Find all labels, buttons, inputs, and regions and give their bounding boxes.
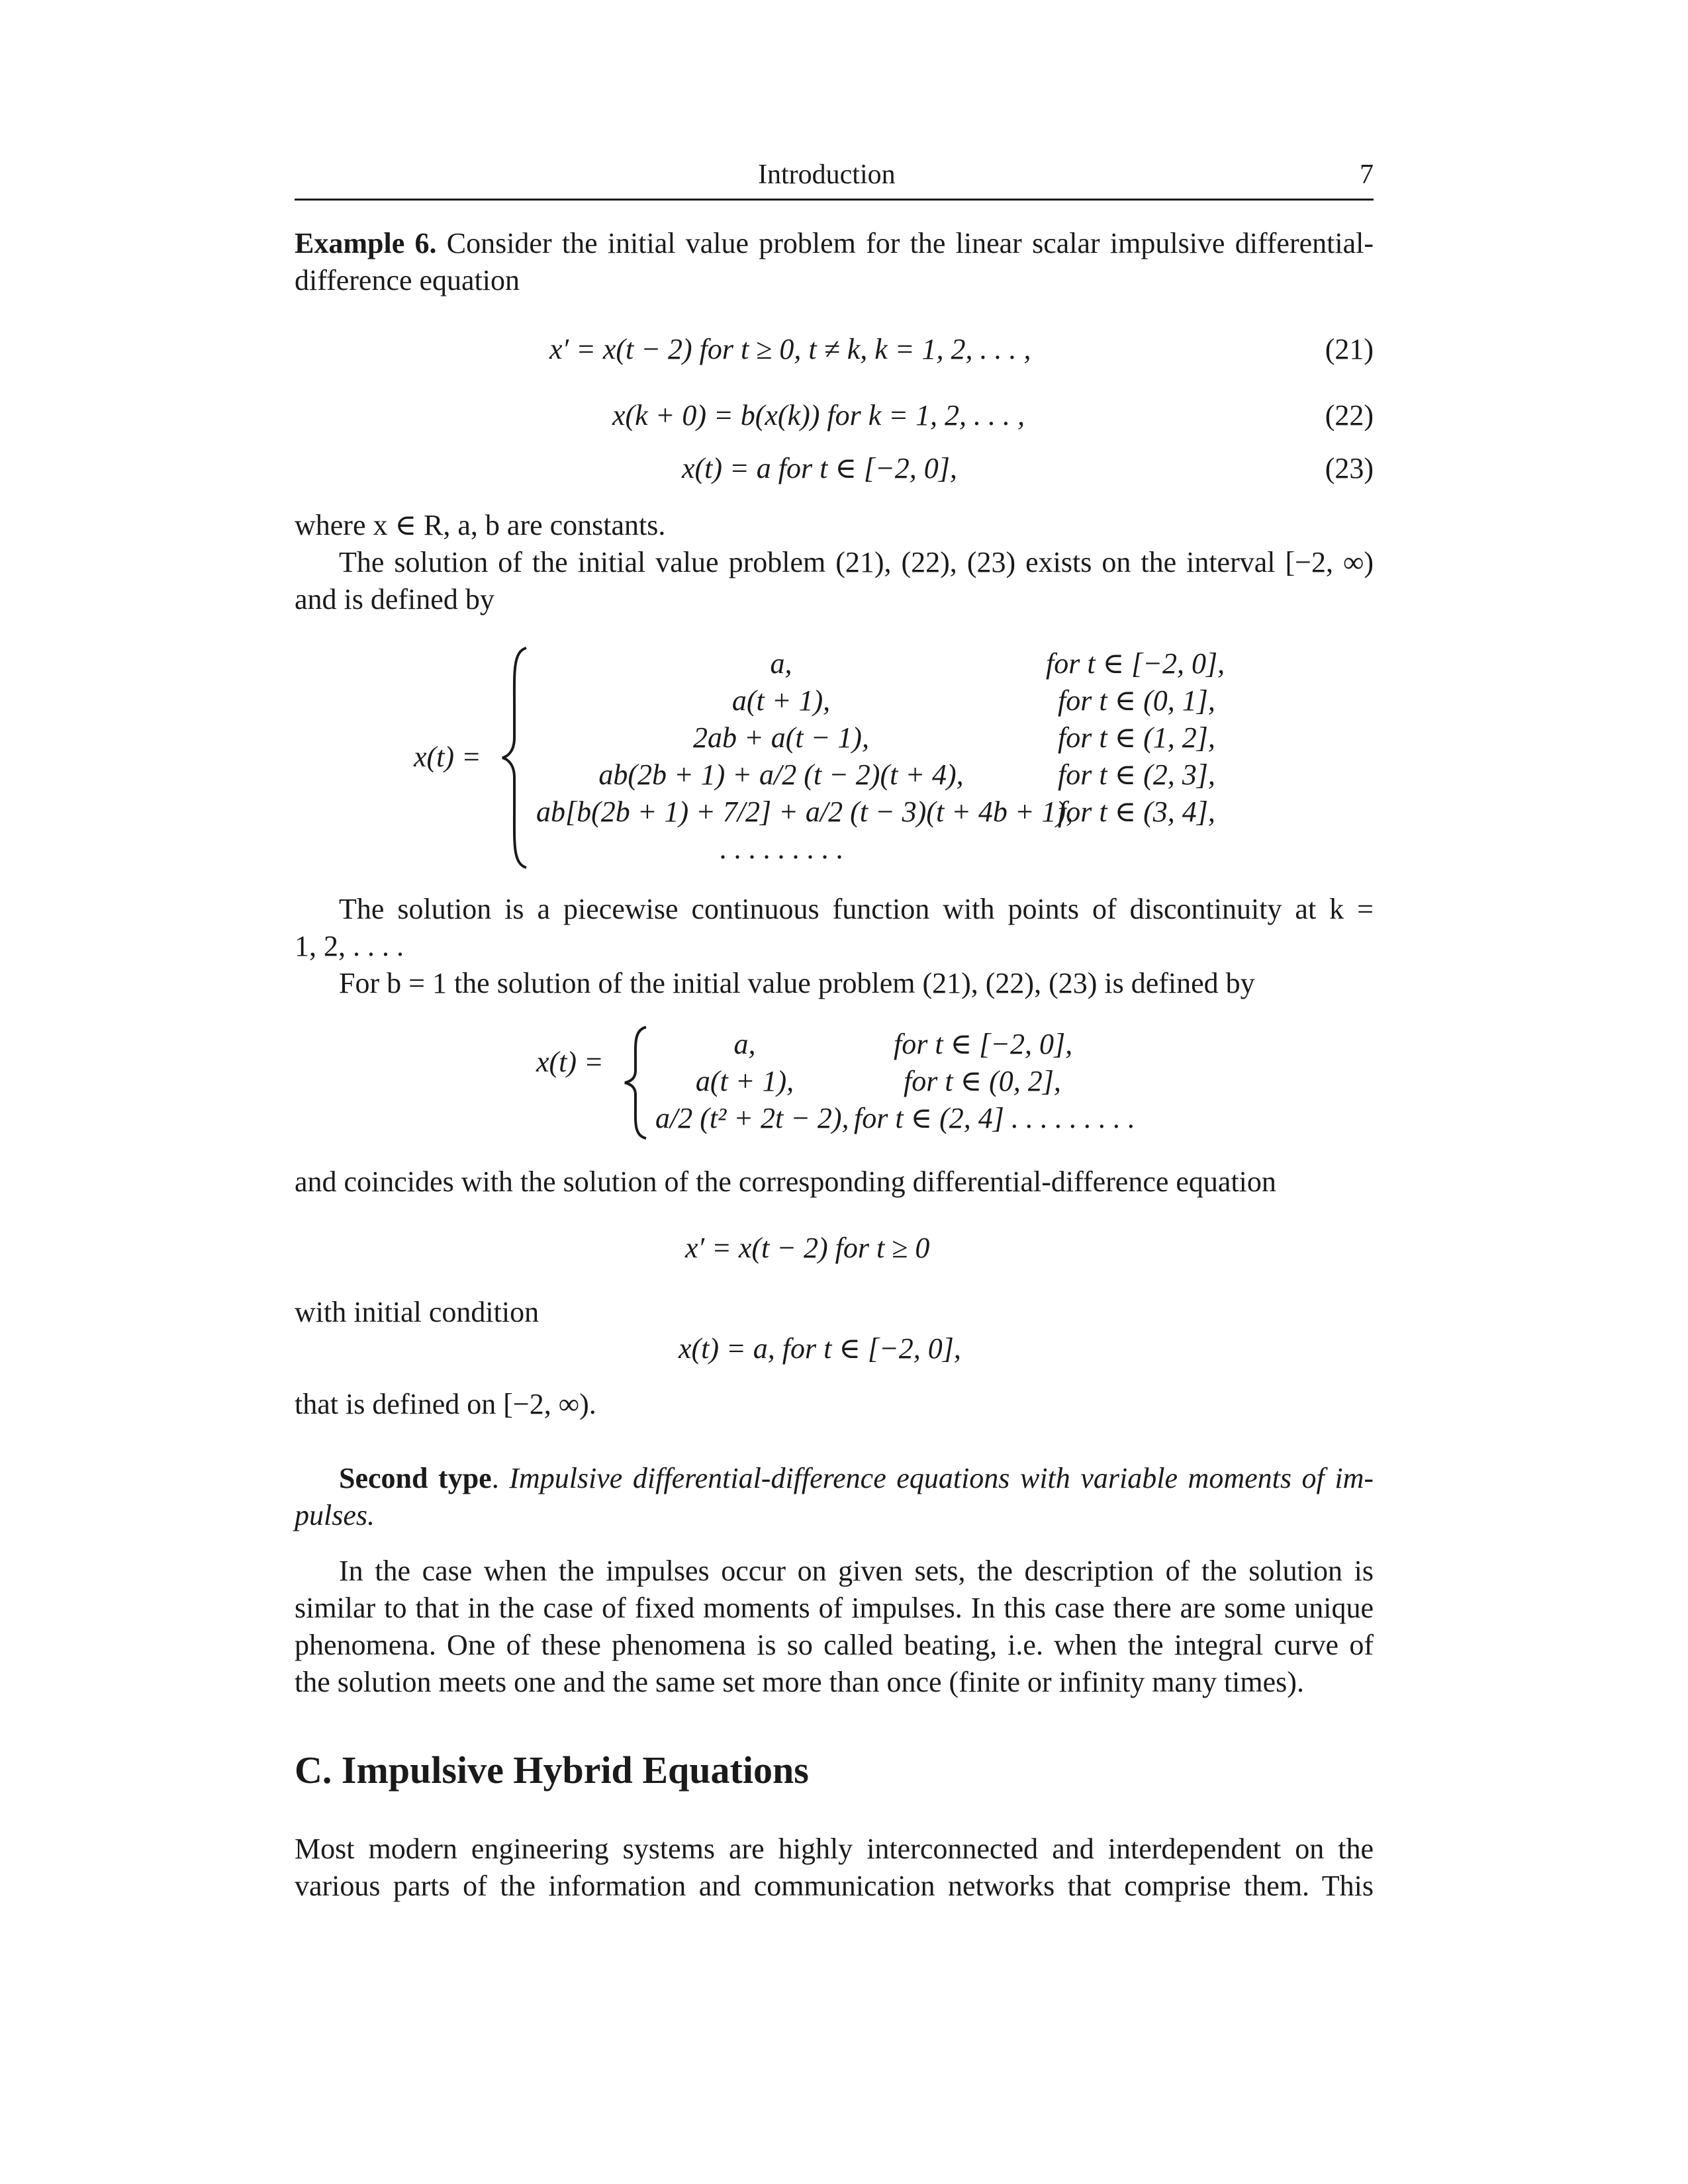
page-number: 7: [1360, 159, 1374, 190]
section-c-title: C. Impulsive Hybrid Equations: [295, 1749, 809, 1792]
example-intro-line-2: difference equation: [295, 264, 520, 296]
second-type-text: Impulsive differential-difference equations with variable moments of im-: [509, 1462, 1374, 1494]
running-header-title: Introduction: [758, 159, 896, 190]
equation-21-number: (21): [1325, 333, 1374, 365]
paragraph-line-3: phenomena. One of these phenomena is so called beating, i.e. when the integral curve of: [295, 1629, 1374, 1661]
equation-21: x′ = x(t − 2) for t ≥ 0, t ≠ k, k = 1, 2, . . . ,: [549, 333, 1031, 365]
example-label: Example 6.: [295, 227, 437, 259]
initial-condition-equation: x(t) = a, for t ∈ [−2, 0],: [679, 1332, 961, 1365]
piecewise-2-row-3-cond: for t ∈ (2, 4] . . . . . . . . .: [854, 1102, 1135, 1134]
discontinuity-line-2: 1, 2, . . . .: [295, 930, 404, 962]
equation-22-number: (22): [1325, 399, 1374, 432]
piecewise-2-row-1-cond: for t ∈ [−2, 0],: [894, 1028, 1073, 1060]
piecewise-2-row-2-cond: for t ∈ (0, 2],: [904, 1065, 1061, 1097]
section-c-line-1: Most modern engineering systems are highly interconnected and interdependent on the: [295, 1833, 1374, 1865]
second-type-label: Second type: [339, 1462, 492, 1494]
piecewise-2-brace: [622, 1024, 651, 1140]
piecewise-1-row-1-expr: a,: [770, 647, 792, 680]
second-type-line-2: pulses.: [295, 1499, 375, 1531]
piecewise-1-row-2-expr: a(t + 1),: [731, 684, 831, 717]
coincides-line: and coincides with the solution of the corresponding differential-difference equation: [295, 1165, 1276, 1198]
discontinuity-line-1: The solution is a piecewise continuous function with points of discontinuity at k =: [339, 893, 1374, 925]
solution-line-1: The solution of the initial value problem (21), (22), (23) exists on the interval [−2, ∞): [339, 546, 1374, 578]
header-rule: [295, 199, 1374, 201]
piecewise-1-row-4-expr: ab(2b + 1) + a/2 (t − 2)(t + 4),: [598, 758, 964, 791]
example-intro-line-1: [295, 225, 1374, 262]
piecewise-1-row-4-cond: for t ∈ (2, 3],: [1058, 758, 1215, 791]
paragraph-line-1: In the case when the impulses occur on given sets, the description of the solution is: [339, 1555, 1374, 1587]
piecewise-1-brace: [500, 645, 533, 870]
piecewise-1-row-2-cond: for t ∈ (0, 1],: [1058, 684, 1215, 717]
example-intro-text: Consider the initial value problem for the linear scalar impulsive differential-: [446, 227, 1374, 259]
piecewise-2-row-1-expr: a,: [733, 1028, 756, 1060]
piecewise-2-lhs: x(t) =: [536, 1046, 604, 1078]
defined-on-line: that is defined on [−2, ∞).: [295, 1388, 596, 1420]
equation-23-number: (23): [1325, 452, 1374, 484]
piecewise-2-row-2-expr: a(t + 1),: [695, 1065, 794, 1097]
piecewise-2-row-3-expr: a/2 (t² + 2t − 2),: [655, 1102, 849, 1134]
where-constants-line: where x ∈ R, a, b are constants.: [295, 509, 666, 541]
piecewise-1-row-5-cond: for t ∈ (3, 4],: [1058, 796, 1215, 828]
piecewise-1-continuation-dots: . . . . . . . . .: [719, 833, 843, 865]
paragraph-line-2: similar to that in the case of fixed moments of impulses. In this case there are some unique: [295, 1592, 1374, 1624]
piecewise-1-lhs: x(t) =: [414, 741, 481, 773]
piecewise-1-row-3-cond: for t ∈ (1, 2],: [1058, 721, 1215, 754]
differential-difference-equation: x′ = x(t − 2) for t ≥ 0: [685, 1232, 930, 1264]
equation-23: x(t) = a for t ∈ [−2, 0],: [682, 452, 957, 484]
initial-condition-label: with initial condition: [295, 1296, 539, 1328]
solution-line-2: and is defined by: [295, 583, 494, 615]
second-type-line-1: Second type. Impulsive differential-difference equations with variable moments of im-: [339, 1462, 1374, 1494]
piecewise-1-row-5-expr: ab[b(2b + 1) + 7/2] + a/2 (t − 3)(t + 4b + 1),: [536, 796, 1074, 828]
piecewise-1-row-1-cond: for t ∈ [−2, 0],: [1046, 647, 1225, 680]
section-c-line-2: various parts of the information and communication networks that comprise them. This: [295, 1870, 1374, 1902]
piecewise-1-row-3-expr: 2ab + a(t − 1),: [693, 721, 869, 754]
equation-22: x(k + 0) = b(x(k)) for k = 1, 2, . . . ,: [612, 399, 1025, 432]
b-equals-1-line: For b = 1 the solution of the initial value problem (21), (22), (23) is defined by: [339, 967, 1255, 999]
paragraph-line-4: the solution meets one and the same set more than once (finite or infinity many times).: [295, 1666, 1304, 1698]
